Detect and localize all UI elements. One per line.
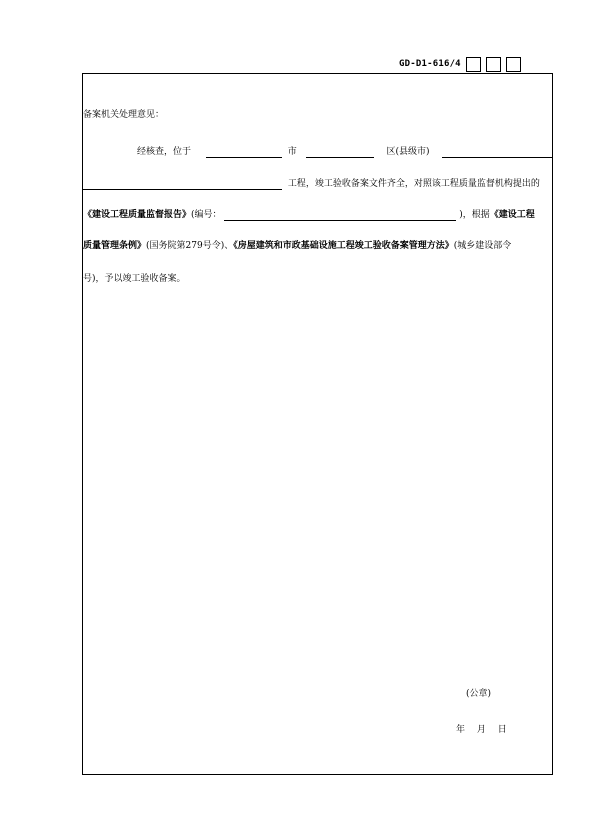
regulation-end: 质量管理条例》 [83,241,147,251]
form-code: GD-D1-616/4 [399,59,461,69]
date-label: 年 月 日 [456,725,507,735]
district-label: 区(县级市) [386,147,430,157]
project-location-field[interactable] [206,147,282,158]
report-close: )，根据 [459,210,490,220]
form-code-row [399,55,521,73]
report-number-field[interactable] [224,210,456,221]
record-form [82,73,553,775]
conclusion-line: 号)，予以竣工验收备案。 [83,274,186,284]
location-line [137,146,553,158]
ministry-text: (城乡建设部令 [453,241,512,251]
report-title: 《建设工程质量监督报告》 [83,210,192,220]
project-line-text: 工程，竣工验收备案文件齐全，对照该工程质量监督机构提出的 [287,179,540,189]
district-field[interactable] [442,147,553,158]
code-box-2[interactable] [486,57,501,72]
code-box-1[interactable] [466,57,481,72]
official-seal: (公章) [466,689,492,699]
regulation-start: 《建设工程 [489,210,535,220]
project-name-field[interactable] [83,179,282,190]
method-title: 《房屋建筑和市政基础设施工程竣工验收备案管理方法》 [233,241,454,251]
report-line [83,209,535,221]
location-prefix: 经核查，位于 [137,147,192,157]
project-line [83,178,540,190]
section-title: 备案机关处理意见： [83,110,165,120]
city-label: 市 [287,147,297,157]
code-box-3[interactable] [506,57,521,72]
regulation-line [83,240,511,252]
decree-text: (国务院第279号令)、 [146,241,234,251]
city-field[interactable] [306,147,374,158]
report-number-label: (编号： [191,210,222,220]
